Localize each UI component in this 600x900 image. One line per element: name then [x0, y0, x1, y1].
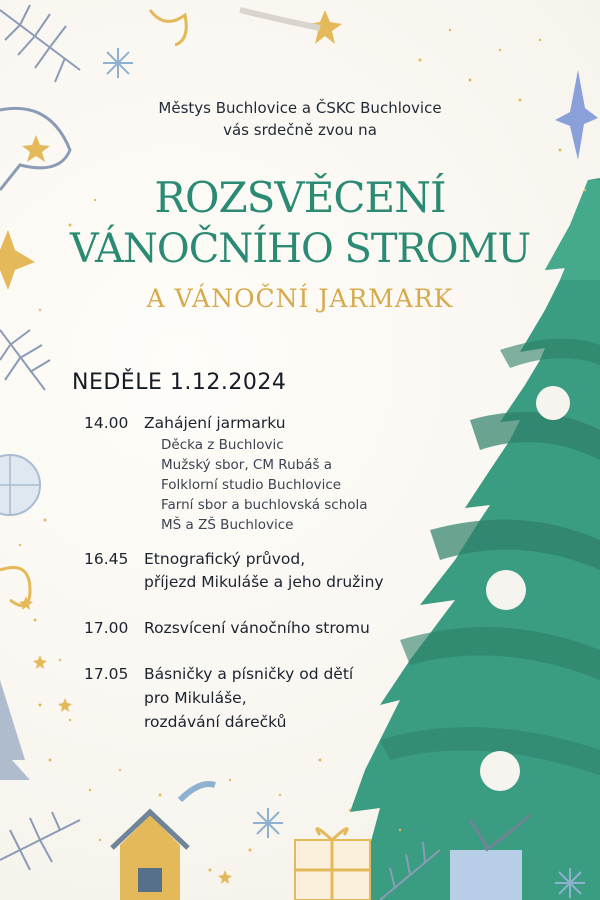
program-time: 17.00 [84, 619, 129, 637]
ornament-icon [480, 751, 520, 791]
tree-icon [0, 680, 30, 780]
organizer-line: Městys Buchlovice a ČSKC Buchlovice [158, 99, 442, 117]
program-item [84, 412, 286, 434]
program-description: příjezd Mikuláše a jeho družiny [144, 573, 384, 591]
program-item [84, 617, 370, 639]
program-description: Rozsvícení vánočního stromu [144, 619, 370, 637]
program-description: pro Mikuláše, [144, 689, 247, 707]
program-item [84, 663, 353, 685]
subtitle: A VÁNOČNÍ JARMARK [146, 284, 454, 313]
performer-line: Farní sbor a buchlovská schola [161, 497, 368, 513]
program-time: 17.05 [84, 665, 129, 683]
performer-line: Děcka z Buchlovic [161, 437, 284, 453]
program-time: 16.45 [84, 550, 129, 568]
pine-branch-icon [0, 330, 50, 390]
swirl-icon [150, 10, 186, 45]
program-item [84, 548, 305, 570]
gift-icon [295, 829, 370, 900]
performer-line: Mužský sbor, CM Rubáš a [161, 457, 333, 473]
house-icon [112, 812, 188, 900]
snowflake-icon [555, 868, 585, 898]
snowflake-icon [253, 808, 283, 838]
performer-line: Folklorní studio Buchlovice [161, 477, 342, 493]
pine-branch-icon [0, 812, 80, 870]
title-line-2: VÁNOČNÍHO STROMU [69, 226, 531, 272]
performer-line: MŠ a ZŠ Buchlovice [161, 517, 294, 533]
program-time: 14.00 [84, 414, 129, 432]
program-description: rozdávání dárečků [144, 713, 287, 731]
ornament-icon [0, 455, 40, 515]
snowflake-icon [103, 48, 133, 78]
program-description: Zahájení jarmarku [144, 414, 286, 432]
ornament-icon [486, 570, 526, 610]
pine-branch-icon [0, 5, 80, 82]
feather-icon [180, 784, 215, 800]
invitation-line: vás srdečně zvou na [223, 121, 377, 139]
event-date: NEDĚLE 1.12.2024 [72, 370, 287, 395]
shooting-star-trail [240, 10, 320, 28]
ornament-icon [536, 386, 570, 420]
title-line-1: ROZSVĚCENÍ [154, 173, 446, 222]
program-description: Etnografický průvod, [144, 550, 306, 568]
program-description: Básničky a písničky od dětí [144, 665, 354, 683]
